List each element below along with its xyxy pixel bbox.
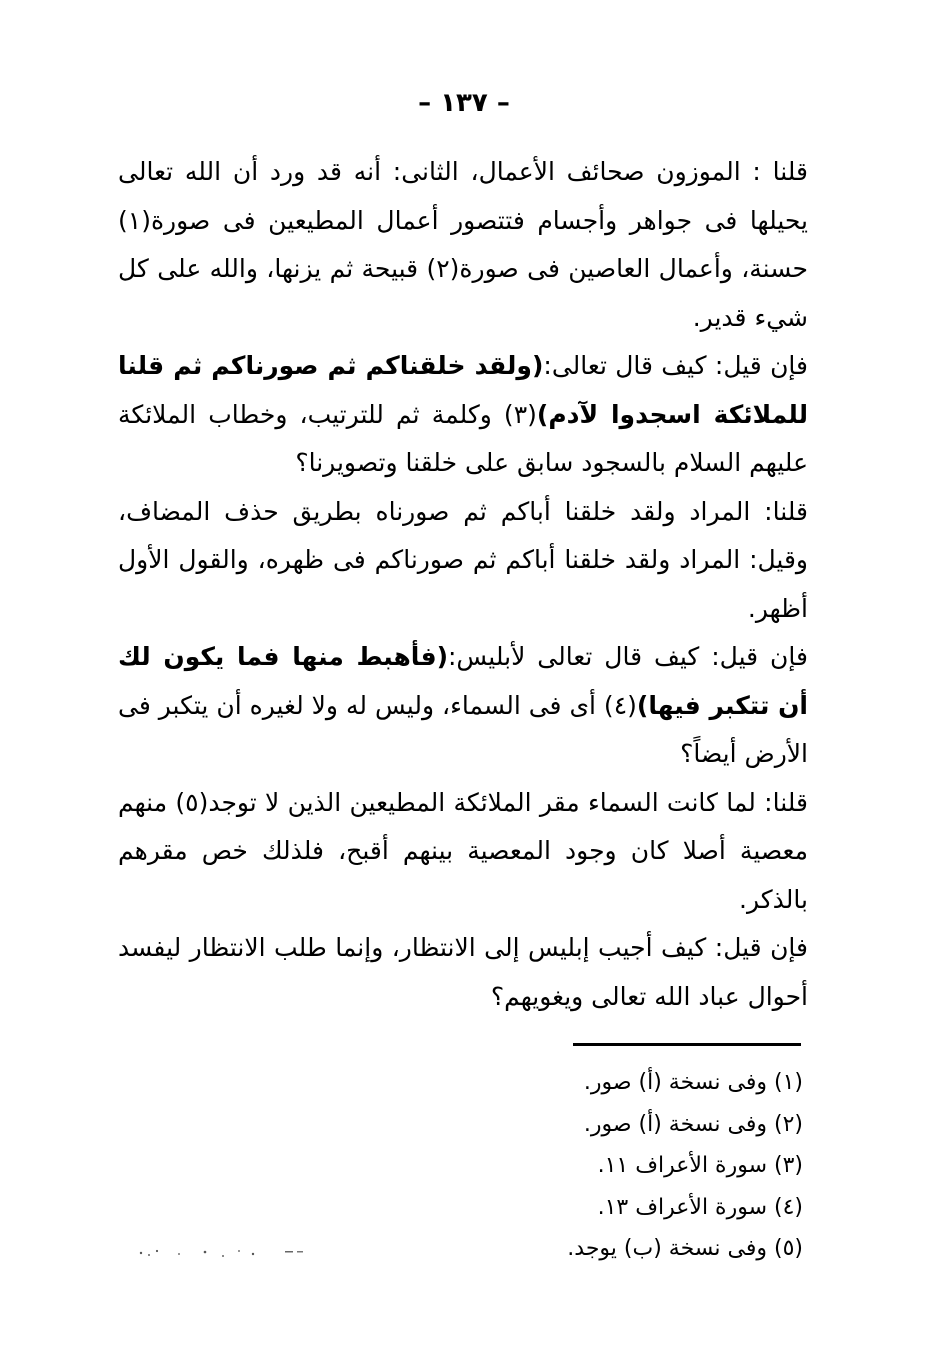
body-text: [118, 148, 808, 1021]
paragraph-text: فإن قيل: كيف أجيب إبليس إلى الانتظار، وإنما طلب الانتظار ليفسد أحوال عباد الله تعالى ويغويهم؟: [118, 933, 808, 1011]
footnote: (٢) وفى نسخة (أ) صور.: [583, 1111, 803, 1137]
paragraph-tail: (٤) أى فى السماء، وليس له ولا لغيره أن يتكبر فى الأرض أيضاً؟: [118, 690, 808, 768]
footnote: (٣) سورة الأعراف ١١.: [597, 1153, 803, 1178]
paragraph-text: قلنا : الموزون صحائف الأعمال، الثانى: أنه قد ورد أن الله تعالى يحيلها فى جواهر وأجسام فتتصور أعمال المطيعين فى صورة(١) حسنة، وأعمال العاصين فى صورة(٢) قبيحة ثم يزنها، والله على كل شيء قدير.: [118, 157, 808, 332]
paragraph-text: قلنا: المراد ولقد خلقنا أباكم ثم صورناه بطريق حذف المضاف، وقيل: المراد ولقد خلقنا أباكم ثم صورناكم فى ظهره، والقول الأول أظهر.: [118, 496, 808, 623]
footnotes: [303, 1062, 803, 1270]
paragraph-answer-weighed-deeds: [118, 148, 808, 342]
paragraph-answer-creation: [118, 488, 808, 634]
footnote: (٤) سورة الأعراف ١٣.: [597, 1194, 803, 1220]
paragraph-question-creation: [118, 342, 808, 488]
paragraph-question-iblis: [118, 633, 808, 779]
scan-specks: [135, 1245, 315, 1259]
page-number: – ١٣٧ –: [418, 88, 510, 118]
paragraph-answer-iblis: [118, 779, 808, 925]
paragraph-text: قلنا: لما كانت السماء مقر الملائكة المطيعين الذين لا توجد(٥) منهم معصية أصلا كان وجود المعصية بينهم أقبح، فلذلك خص مقرهم بالذكر.: [118, 787, 808, 914]
quran-quote: (فأهبط منها فما يكون لك أن تتكبر فيها): [118, 642, 809, 720]
paragraph-text: فإن قيل: كيف قال تعالى لأبليس:: [448, 642, 808, 671]
paragraph-tail: (٣) وكلمة ثم للترتيب، وخطاب الملائكة عليهم السلام بالسجود سابق على خلقنا وتصويرنا؟: [118, 399, 808, 477]
quran-quote: (ولقد خلقناكم ثم صورناكم ثم قلنا للملائكة اسجدوا لآدم): [118, 351, 808, 429]
paragraph-question-respite: [118, 924, 808, 1021]
footnote: (١) وفى نسخة (أ) صور.: [583, 1070, 803, 1095]
footnote-separator: [573, 1043, 801, 1046]
footnote: (٥) وفى نسخة (ب) يوجد.: [567, 1236, 803, 1261]
paragraph-text: فإن قيل: كيف قال تعالى:: [543, 351, 808, 380]
